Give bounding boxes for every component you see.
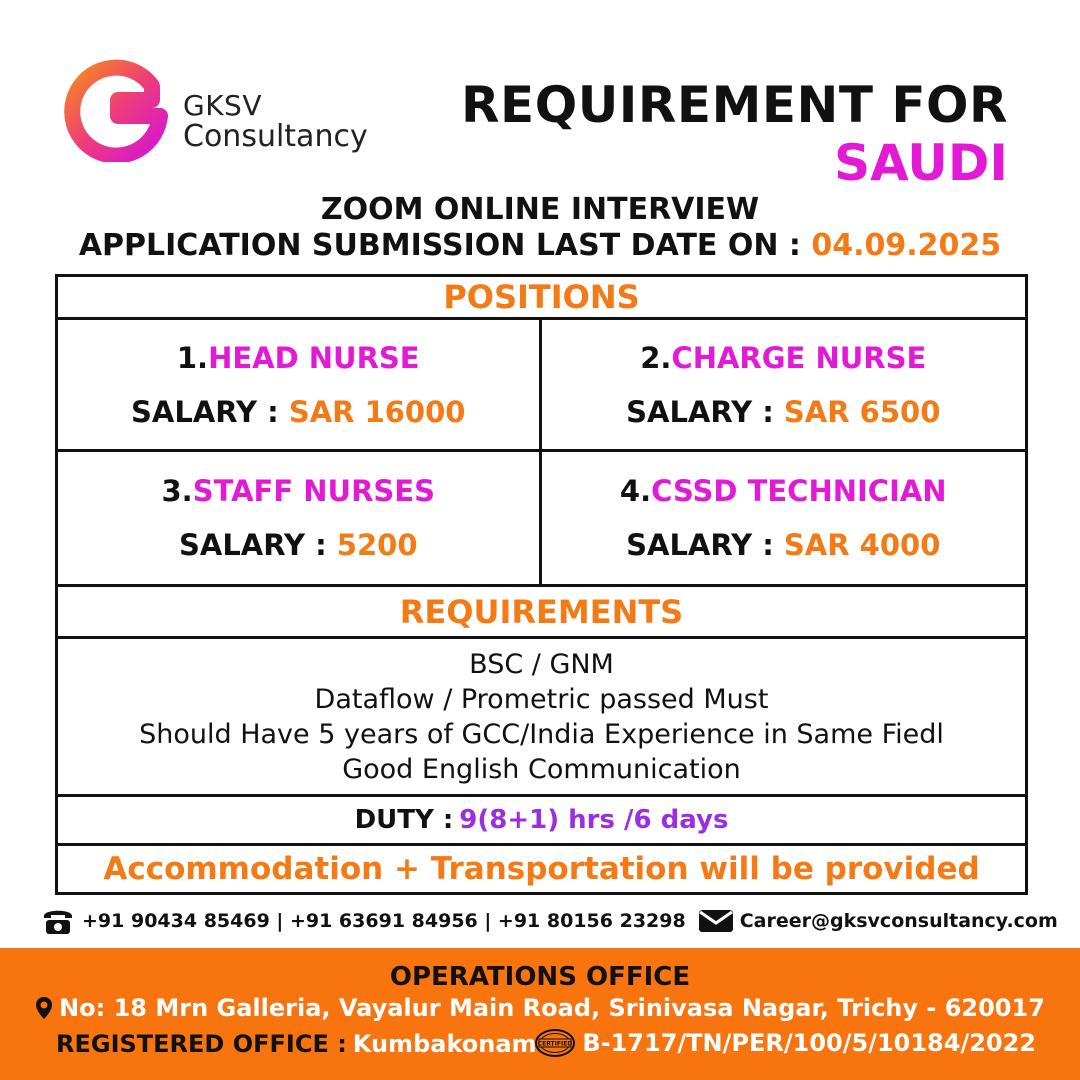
position-card [542,320,1026,452]
duty-row [55,794,1028,846]
position-name: 3.STAFF NURSES [161,474,435,508]
position-name: 2.CHARGE NURSE [640,340,927,375]
operations-office-address [0,994,1080,1022]
requirement-item: Should Have 5 years of GCC/India Experience in Same Fiedl [139,718,944,750]
brand-line2: Consultancy [183,119,368,154]
benefits-text: Accommodation + Transportation will be provided [103,851,980,887]
requirements-title: REQUIREMENTS [399,592,684,631]
requirement-item: Good English Communication [342,753,741,785]
stamp-text: CERTIFIED [538,1040,573,1048]
headline-title: REQUIREMENT FOR [461,76,1008,134]
position-salary: SALARY : 5200 [178,528,418,562]
duty-value: 9(8+1) hrs /6 days [459,805,729,835]
interview-mode: ZOOM ONLINE INTERVIEW [320,192,760,227]
position-card [58,452,542,584]
position-name: 4.CSSD TECHNICIAN [619,474,947,508]
headline-country: SAUDI [834,134,1008,192]
position-card [58,320,542,452]
operations-office-title: OPERATIONS OFFICE [389,962,691,992]
last-date-line [0,228,1080,263]
certified-stamp-icon [534,1028,576,1058]
contact-bar [42,905,1058,937]
location-pin-icon [35,996,53,1020]
license-text: B-1717/TN/PER/100/5/10184/2022 [582,1029,1036,1057]
phone-icon [42,906,74,936]
phone-numbers[interactable]: +91 90434 85469 | +91 63691 84956 | +91 80156 23298 [82,910,686,932]
brand-line1: GKSV [183,89,262,122]
footer-bar [0,948,1080,1080]
position-card [542,452,1026,584]
license-number [534,1028,1036,1058]
benefits-row [55,843,1028,895]
address-text: No: 18 Mrn Galleria, Vayalur Main Road, Srinivasa Nagar, Trichy - 620017 [59,994,1045,1022]
registered-office [56,1030,537,1058]
registered-office-label: REGISTERED OFFICE : [56,1030,347,1058]
requirements-list [55,636,1028,797]
registered-office-value: Kumbakonam [352,1030,537,1058]
brand-name [183,89,368,154]
last-date-label: APPLICATION SUBMISSION LAST DATE ON : [78,228,812,263]
positions-header [55,274,1028,320]
position-salary: SALARY : SAR 6500 [626,394,941,429]
last-date-value: 04.09.2025 [811,228,1002,263]
position-salary: SALARY : SAR 4000 [626,528,941,562]
positions-title: POSITIONS [443,278,640,316]
position-salary: SALARY : SAR 16000 [131,394,466,429]
requirements-header [55,584,1028,639]
position-name: 1.HEAD NURSE [176,340,420,375]
email-link[interactable]: Career@gksvconsultancy.com [739,910,1058,932]
mail-icon [698,908,734,934]
gksv-logo [60,56,170,162]
positions-grid [55,317,1028,587]
duty-label: DUTY : [354,805,454,835]
requirement-item: BSC / GNM [469,648,614,680]
requirement-item: Dataflow / Prometric passed Must [314,683,769,715]
